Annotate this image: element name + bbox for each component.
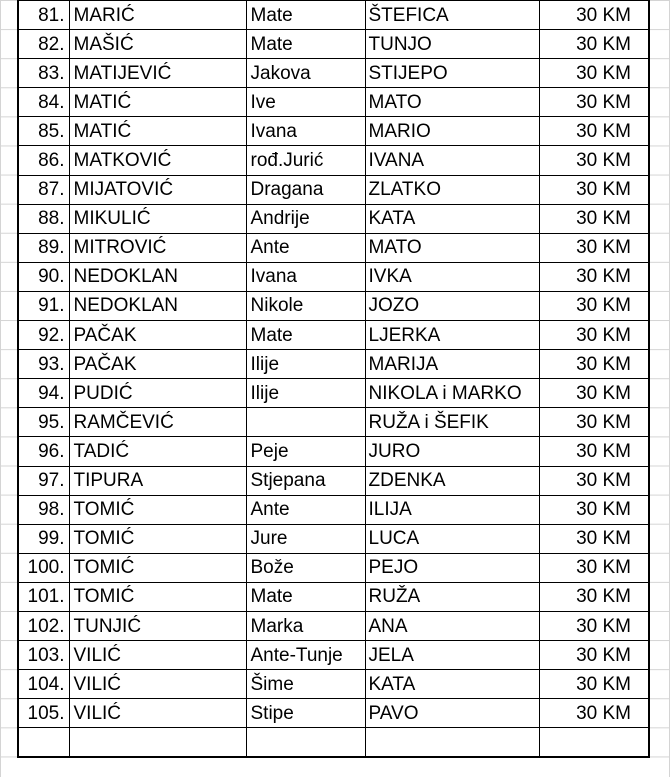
amount-cell[interactable]: 30 KM	[539, 611, 649, 640]
surname-cell[interactable]: MIKULIĆ	[69, 204, 246, 233]
father-name-cell[interactable]: Ante	[246, 233, 365, 262]
father-name-cell[interactable]: Nikole	[246, 291, 365, 320]
amount-cell[interactable]: 30 KM	[539, 437, 649, 466]
first-name-cell[interactable]: LJERKA	[365, 321, 539, 350]
row-number-cell[interactable]: 102.	[18, 611, 69, 640]
row-number-cell[interactable]: 95.	[18, 408, 69, 437]
member-list-table	[17, 0, 650, 758]
first-name-cell[interactable]: ILIJA	[365, 495, 539, 524]
amount-cell[interactable]: 30 KM	[539, 30, 649, 59]
father-name-cell[interactable]: Ivana	[246, 262, 365, 291]
first-name-cell[interactable]: ŠTEFICA	[365, 1, 539, 30]
surname-cell[interactable]: VILIĆ	[69, 670, 246, 699]
table-row	[18, 146, 649, 175]
row-number-cell[interactable]: 91.	[18, 291, 69, 320]
amount-cell[interactable]: 30 KM	[539, 204, 649, 233]
surname-cell[interactable]: MAŠIĆ	[69, 30, 246, 59]
surname-cell[interactable]: MIJATOVIĆ	[69, 175, 246, 204]
amount-cell[interactable]: 30 KM	[539, 350, 649, 379]
surname-cell[interactable]: TOMIĆ	[69, 553, 246, 582]
first-name-cell[interactable]: STIJEPO	[365, 59, 539, 88]
surname-cell[interactable]: MARIĆ	[69, 1, 246, 30]
father-name-cell[interactable]: Stjepana	[246, 466, 365, 495]
amount-cell[interactable]: 30 KM	[539, 117, 649, 146]
father-name-cell[interactable]: Ivana	[246, 117, 365, 146]
surname-cell[interactable]: TOMIĆ	[69, 495, 246, 524]
first-name-cell[interactable]: JELA	[365, 641, 539, 670]
surname-cell[interactable]	[69, 728, 246, 758]
row-number-cell[interactable]: 103.	[18, 641, 69, 670]
first-name-cell[interactable]: MATO	[365, 88, 539, 117]
amount-cell[interactable]: 30 KM	[539, 262, 649, 291]
table-row	[18, 30, 649, 59]
table-row	[18, 495, 649, 524]
surname-cell[interactable]: NEDOKLAN	[69, 262, 246, 291]
surname-cell[interactable]: PAČAK	[69, 321, 246, 350]
amount-cell[interactable]: 30 KM	[539, 88, 649, 117]
first-name-cell[interactable]: IVANA	[365, 146, 539, 175]
father-name-cell[interactable]: Šime	[246, 670, 365, 699]
father-name-cell[interactable]: Ive	[246, 88, 365, 117]
first-name-cell[interactable]: ZLATKO	[365, 175, 539, 204]
amount-cell[interactable]: 30 KM	[539, 59, 649, 88]
row-number-cell[interactable]: 93.	[18, 350, 69, 379]
first-name-cell[interactable]: ZDENKA	[365, 466, 539, 495]
first-name-cell[interactable]: TUNJO	[365, 30, 539, 59]
surname-cell[interactable]: NEDOKLAN	[69, 291, 246, 320]
surname-cell[interactable]: TADIĆ	[69, 437, 246, 466]
table-row	[18, 553, 649, 582]
row-number-cell[interactable]: 82.	[18, 30, 69, 59]
amount-cell[interactable]: 30 KM	[539, 582, 649, 611]
table-row	[18, 524, 649, 553]
first-name-cell[interactable]: NIKOLA i MARKO	[365, 379, 539, 408]
row-number-cell[interactable]: 81.	[18, 1, 69, 30]
amount-cell[interactable]: 30 KM	[539, 495, 649, 524]
first-name-cell[interactable]: PAVO	[365, 699, 539, 728]
amount-cell[interactable]: 30 KM	[539, 699, 649, 728]
row-number-cell[interactable]: 87.	[18, 175, 69, 204]
table-row	[18, 641, 649, 670]
row-number-cell[interactable]: 98.	[18, 495, 69, 524]
father-name-cell[interactable]: Peje	[246, 437, 365, 466]
table-row	[18, 262, 649, 291]
table-row	[18, 408, 649, 437]
father-name-cell[interactable]: Mate	[246, 321, 365, 350]
row-number-cell[interactable]: 92.	[18, 321, 69, 350]
table-row	[18, 350, 649, 379]
first-name-cell[interactable]: PEJO	[365, 553, 539, 582]
surname-cell[interactable]: MATIJEVIĆ	[69, 59, 246, 88]
first-name-cell[interactable]: MARIO	[365, 117, 539, 146]
father-name-cell[interactable]: Mate	[246, 1, 365, 30]
amount-cell[interactable]: 30 KM	[539, 146, 649, 175]
surname-cell[interactable]: RAMČEVIĆ	[69, 408, 246, 437]
table-row	[18, 204, 649, 233]
amount-cell[interactable]	[539, 728, 649, 758]
table-row	[18, 611, 649, 640]
father-name-cell[interactable]: Andrije	[246, 204, 365, 233]
table-row	[18, 437, 649, 466]
table-row	[18, 291, 649, 320]
father-name-cell[interactable]: Ilije	[246, 350, 365, 379]
first-name-cell[interactable]: JURO	[365, 437, 539, 466]
amount-cell[interactable]: 30 KM	[539, 233, 649, 262]
amount-cell[interactable]: 30 KM	[539, 670, 649, 699]
surname-cell[interactable]: MATKOVIĆ	[69, 146, 246, 175]
row-number-cell[interactable]: 100.	[18, 553, 69, 582]
surname-cell[interactable]: PUDIĆ	[69, 379, 246, 408]
table-row	[18, 379, 649, 408]
surname-cell[interactable]: TUNJIĆ	[69, 611, 246, 640]
table-row	[18, 59, 649, 88]
first-name-cell[interactable]: LUCA	[365, 524, 539, 553]
table-row	[18, 670, 649, 699]
row-number-cell[interactable]: 90.	[18, 262, 69, 291]
father-name-cell[interactable]	[246, 728, 365, 758]
row-number-cell[interactable]: 89.	[18, 233, 69, 262]
table-row	[18, 582, 649, 611]
amount-cell[interactable]: 30 KM	[539, 175, 649, 204]
first-name-cell[interactable]: MATO	[365, 233, 539, 262]
row-number-cell[interactable]: 86.	[18, 146, 69, 175]
row-number-cell[interactable]: 99.	[18, 524, 69, 553]
surname-cell[interactable]: VILIĆ	[69, 641, 246, 670]
table-row	[18, 117, 649, 146]
surname-cell[interactable]: MATIĆ	[69, 88, 246, 117]
father-name-cell[interactable]: Ante	[246, 495, 365, 524]
father-name-cell[interactable]: Dragana	[246, 175, 365, 204]
amount-cell[interactable]: 30 KM	[539, 641, 649, 670]
first-name-cell[interactable]: MARIJA	[365, 350, 539, 379]
father-name-cell[interactable]: Ante-Tunje	[246, 641, 365, 670]
father-name-cell[interactable]: Mate	[246, 582, 365, 611]
father-name-cell[interactable]: rođ.Jurić	[246, 146, 365, 175]
father-name-cell[interactable]: Ilije	[246, 379, 365, 408]
amount-cell[interactable]: 30 KM	[539, 466, 649, 495]
father-name-cell[interactable]: Stipe	[246, 699, 365, 728]
first-name-cell[interactable]: JOZO	[365, 291, 539, 320]
surname-cell[interactable]: TIPURA	[69, 466, 246, 495]
row-number-cell[interactable]: 94.	[18, 379, 69, 408]
gridline	[0, 0, 1, 777]
row-number-cell[interactable]: 88.	[18, 204, 69, 233]
father-name-cell[interactable]: Bože	[246, 553, 365, 582]
row-number-cell[interactable]: 84.	[18, 88, 69, 117]
first-name-cell[interactable]: RUŽA i ŠEFIK	[365, 408, 539, 437]
table-row	[18, 233, 649, 262]
amount-cell[interactable]: 30 KM	[539, 379, 649, 408]
surname-cell[interactable]: MATIĆ	[69, 117, 246, 146]
row-number-cell[interactable]: 97.	[18, 466, 69, 495]
first-name-cell[interactable]: KATA	[365, 204, 539, 233]
amount-cell[interactable]: 30 KM	[539, 291, 649, 320]
row-number-cell[interactable]: 83.	[18, 59, 69, 88]
table-row	[18, 321, 649, 350]
first-name-cell[interactable]: KATA	[365, 670, 539, 699]
surname-cell[interactable]: PAČAK	[69, 350, 246, 379]
surname-cell[interactable]: VILIĆ	[69, 699, 246, 728]
row-number-cell[interactable]: 105.	[18, 699, 69, 728]
table-row	[18, 88, 649, 117]
father-name-cell[interactable]: Jure	[246, 524, 365, 553]
table-row	[18, 728, 649, 758]
row-number-cell[interactable]: 101.	[18, 582, 69, 611]
surname-cell[interactable]: TOMIĆ	[69, 582, 246, 611]
father-name-cell[interactable]	[246, 408, 365, 437]
amount-cell[interactable]: 30 KM	[539, 524, 649, 553]
amount-cell[interactable]: 30 KM	[539, 553, 649, 582]
row-number-cell[interactable]: 85.	[18, 117, 69, 146]
row-number-cell[interactable]: 104.	[18, 670, 69, 699]
table-row	[18, 699, 649, 728]
row-number-cell[interactable]	[18, 728, 69, 758]
table-row	[18, 1, 649, 30]
table-row	[18, 466, 649, 495]
first-name-cell[interactable]: RUŽA	[365, 582, 539, 611]
first-name-cell[interactable]	[365, 728, 539, 758]
father-name-cell[interactable]: Mate	[246, 30, 365, 59]
amount-cell[interactable]: 30 KM	[539, 408, 649, 437]
row-number-cell[interactable]: 96.	[18, 437, 69, 466]
table-row	[18, 175, 649, 204]
first-name-cell[interactable]: ANA	[365, 611, 539, 640]
father-name-cell[interactable]: Jakova	[246, 59, 365, 88]
amount-cell[interactable]: 30 KM	[539, 1, 649, 30]
surname-cell[interactable]: TOMIĆ	[69, 524, 246, 553]
first-name-cell[interactable]: IVKA	[365, 262, 539, 291]
amount-cell[interactable]: 30 KM	[539, 321, 649, 350]
surname-cell[interactable]: MITROVIĆ	[69, 233, 246, 262]
father-name-cell[interactable]: Marka	[246, 611, 365, 640]
